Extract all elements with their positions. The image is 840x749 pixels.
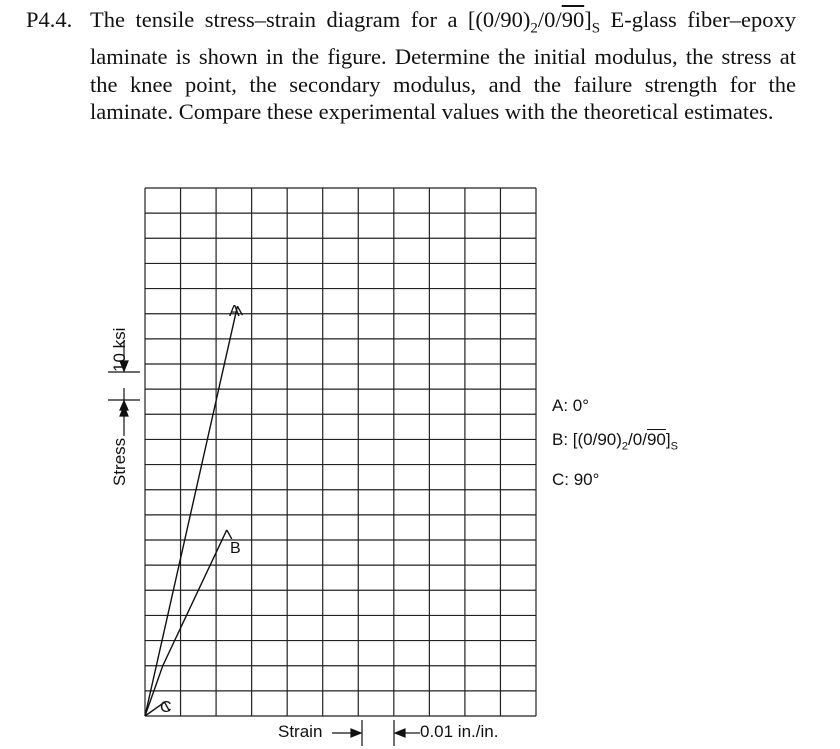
curve-a (145, 306, 237, 716)
strain-scale-marker (332, 720, 420, 746)
problem-subscript-s: S (591, 20, 601, 37)
problem-text-part2: /0/ (537, 7, 562, 32)
curves (145, 306, 242, 716)
legend-item-b (552, 423, 678, 463)
y-scale-label-text: 10 ksi (110, 327, 129, 372)
problem-overbar-90: 90 (561, 7, 585, 32)
x-scale-label (420, 722, 498, 742)
y-scale-label (110, 328, 130, 372)
curve-label-c: C (160, 699, 172, 716)
problem-subscript-2: 2 (530, 20, 538, 37)
curve-b-end-marker (227, 530, 232, 539)
curve-label-b: B (230, 540, 241, 557)
legend-b-sub2: S (670, 440, 678, 453)
legend-item-a: A: 0° (552, 396, 590, 415)
y-axis-label (110, 438, 130, 486)
y-axis-label-text: Stress (110, 437, 129, 486)
x-axis-label (278, 722, 322, 742)
problem-number: P4.4. (26, 7, 73, 32)
legend-b-end: ] (665, 430, 671, 449)
legend-b-mid: /0/ (628, 430, 647, 449)
curve-b (145, 530, 227, 716)
problem-text-part4: E-glass fiber–epoxy laminate is shown in the figure. Determine the initial modulus, the stress at the knee point, the secondary modulus, and the failure strength for the laminate. Compare these experimental values with the theoretical estimates. (90, 7, 796, 124)
curve-label-a: A (229, 303, 240, 320)
legend (552, 389, 678, 497)
legend-b-prefix: B: [(0/90) (552, 430, 622, 449)
problem-text-part3: ] (584, 7, 592, 32)
legend-b-overbar: 90 (646, 430, 666, 449)
stress-scale-marker (108, 372, 140, 410)
legend-b-sub: 2 (621, 440, 629, 453)
x-axis-label-text: Strain (278, 722, 323, 741)
problem-text-part1: The tensile stress–strain diagram for a [(0/90) (90, 7, 531, 32)
x-scale-label-text: 0.01 in./in. (420, 722, 499, 741)
grid (145, 188, 536, 716)
legend-item-c: C: 90° (552, 470, 600, 490)
